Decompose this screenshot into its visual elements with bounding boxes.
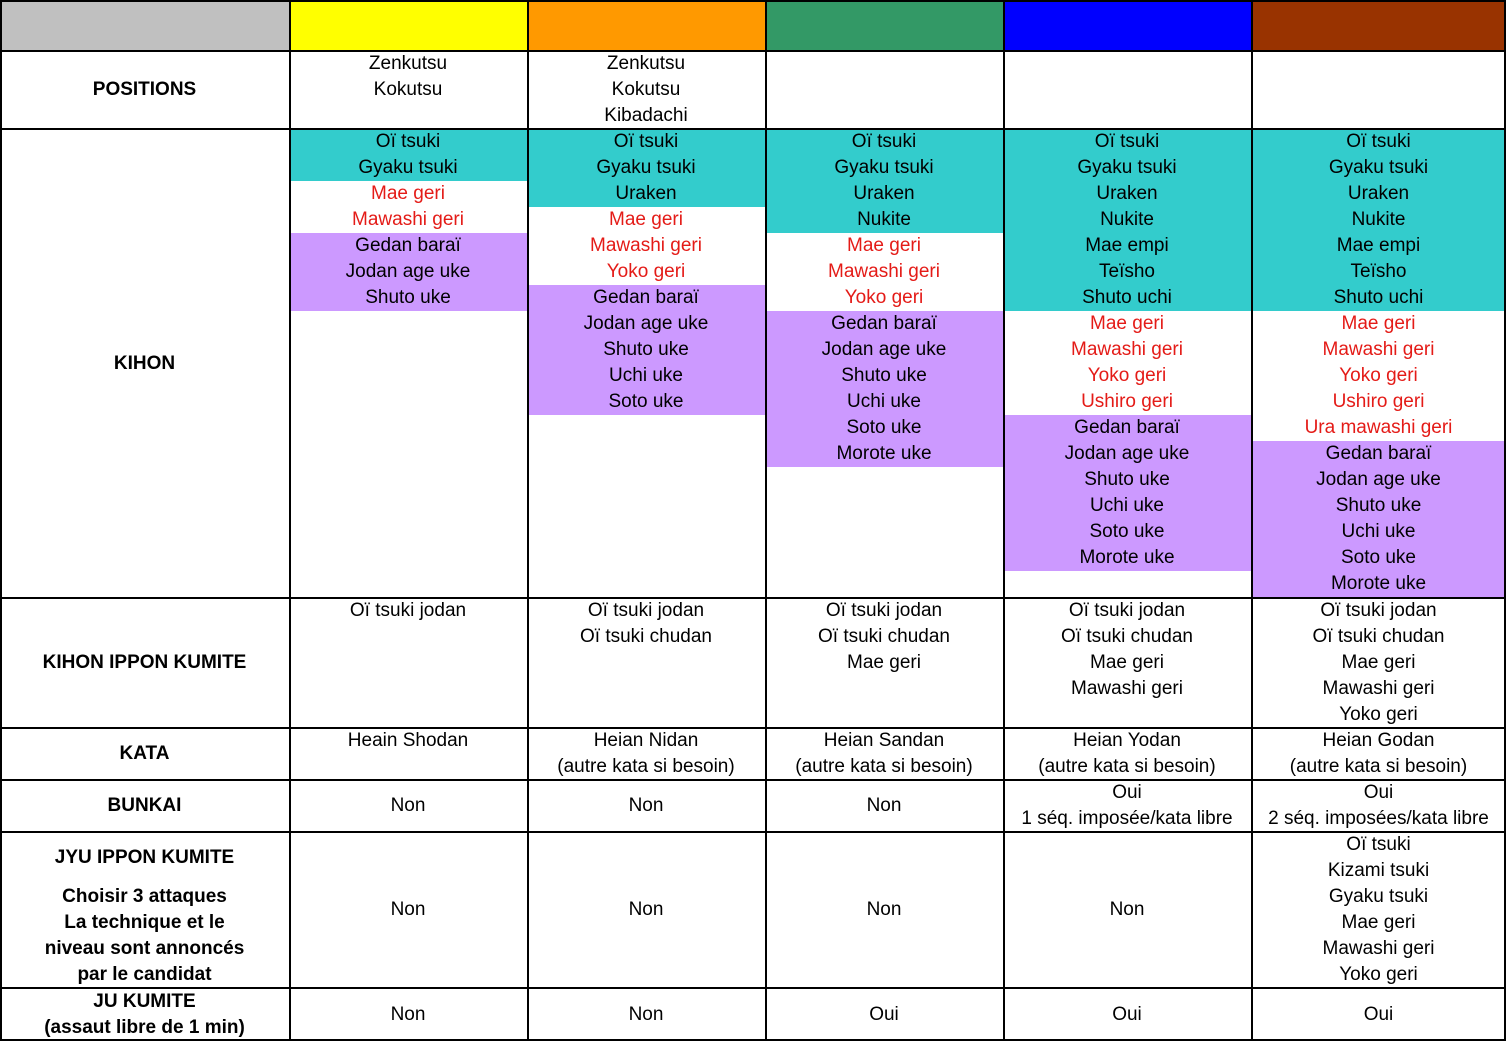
jyu-ippon-kumite-title: JYU IPPON KUMITE [54,847,235,868]
kata-cell [1003,728,1251,780]
strike-technique: Gyaku tsuki [834,157,934,178]
block-technique: Morote uke [1330,573,1427,594]
grid-line-horizontal [0,597,1506,599]
kihon-ippon-kumite-cell [1251,598,1506,728]
kumite-attack: Oï tsuki chudan [817,626,951,647]
block-technique: Shuto uke [1084,469,1170,490]
block-technique: Shuto uke [365,287,451,308]
row-label-ju-kumite [0,988,289,1041]
kick-technique: Mawashi geri [352,209,464,230]
block-technique: Uchi uke [609,365,683,386]
strike-technique: Oï tsuki [375,131,441,152]
bunkai-value: 1 séq. imposée/kata libre [1021,808,1233,829]
block-technique: Soto uke [1341,547,1416,568]
block-technique: Jodan age uke [1316,469,1441,490]
block-technique: Shuto uke [603,339,689,360]
kick-technique: Mae geri [1341,313,1416,334]
kata-name: Heian Godan [1322,730,1435,751]
kick-technique: Mawashi geri [1071,339,1183,360]
jyu-ippon-value: Non [1109,899,1145,920]
position-item: Kokutsu [373,79,443,100]
bunkai-value: Non [390,795,426,816]
block-technique: Gedan baraï [355,235,461,256]
row-label-bunkai-text: BUNKAI [107,795,182,816]
positions-cell [527,51,765,129]
jyu-ippon-kumite-note: niveau sont annoncés [44,938,245,959]
block-technique: Jodan age uke [821,339,947,360]
kata-name: (autre kata si besoin) [557,756,735,777]
kumite-attack: Mae geri [1341,652,1416,673]
jyu-ippon-kumite-note: par le candidat [77,964,212,985]
header-blank [0,0,289,51]
position-item: Zenkutsu [606,53,686,74]
ju-kumite-value: Oui [1112,1004,1142,1025]
kumite-attack: Oï tsuki chudan [1312,626,1445,647]
jyu-ippon-value: Mae geri [1341,912,1416,933]
block-technique: Gedan baraï [593,287,699,308]
position-item: Kokutsu [611,79,681,100]
bunkai-cell [1251,780,1506,832]
row-label-jyu-ippon-kumite [0,832,289,988]
blue-belt-header [1003,0,1251,51]
grid-line-vertical [527,0,529,1041]
positions-cell [765,51,1003,129]
strike-technique: Shuto uchi [1333,287,1424,308]
kick-technique: Mawashi geri [590,235,702,256]
strike-technique: Teïsho [1350,261,1407,282]
kick-technique: Ura mawashi geri [1304,417,1453,438]
strike-technique: Oï tsuki [1346,131,1411,152]
ju-kumite-value: Non [628,1004,664,1025]
strike-technique: Shuto uchi [1082,287,1172,308]
strike-technique: Oï tsuki [851,131,917,152]
kick-technique: Mawashi geri [1322,339,1435,360]
jyu-ippon-value: Yoko geri [1339,964,1418,985]
kumite-attack: Mae geri [1090,652,1164,673]
kata-name: Heian Nidan [593,730,699,751]
kick-technique: Mae geri [609,209,683,230]
positions-cell [1251,51,1506,129]
jyu-ippon-kumite-note: La technique et le [64,912,225,933]
strike-technique: Teïsho [1099,261,1155,282]
row-label-kihon [0,129,289,598]
row-label-kihon-ippon-kumite [0,598,289,728]
ju-kumite-cell [1003,988,1251,1041]
grid-line-horizontal [0,128,1506,130]
row-label-kihon-text: KIHON [113,353,176,374]
jyu-ippon-value: Kizami tsuki [1327,860,1430,881]
block-technique: Uchi uke [847,391,921,412]
kumite-attack: Oï tsuki chudan [1060,626,1194,647]
strike-technique: Gyaku tsuki [358,157,458,178]
kata-cell [527,728,765,780]
grid-line-horizontal [0,779,1506,781]
strike-technique: Nukite [1351,209,1406,230]
row-label-ju-kumite-text: (assaut libre de 1 min) [44,1017,245,1038]
strike-technique: Nukite [1100,209,1154,230]
strike-technique: Mae empi [1085,235,1169,256]
bunkai-value: Oui [1363,782,1394,803]
block-technique: Soto uke [1089,521,1165,542]
kihon-ippon-kumite-cell [527,598,765,728]
row-label-kihon-ippon-kumite-text: KIHON IPPON KUMITE [42,652,247,673]
kick-technique: Mae geri [847,235,921,256]
kihon-cell [1251,129,1506,598]
block-technique: Jodan age uke [1064,443,1190,464]
block-technique: Gedan baraï [1074,417,1180,438]
kick-technique: Ushiro geri [1332,391,1425,412]
grid-line-vertical [765,0,767,1041]
block-technique: Shuto uke [841,365,927,386]
kata-name: Heian Sandan [823,730,945,751]
block-technique: Jodan age uke [583,313,709,334]
kihon-cell [289,129,527,598]
orange-belt-header [527,0,765,51]
ju-kumite-value: Oui [869,1004,899,1025]
strike-technique: Mae empi [1336,235,1421,256]
grid-line-vertical [1003,0,1005,1041]
row-label-kata [0,728,289,780]
bunkai-value: Oui [1112,782,1142,803]
position-item: Zenkutsu [368,53,448,74]
row-label-kata-text: KATA [119,743,170,764]
strike-technique: Uraken [1347,183,1410,204]
ju-kumite-cell [765,988,1003,1041]
bunkai-cell [289,780,527,832]
kata-name: Heain Shodan [347,730,469,751]
ju-kumite-cell [527,988,765,1041]
jyu-ippon-kumite-cell [765,832,1003,988]
kumite-attack: Oï tsuki jodan [1320,600,1437,621]
bunkai-value: 2 séq. imposées/kata libre [1268,808,1489,829]
grid-line-horizontal [0,831,1506,833]
ju-kumite-value: Non [390,1004,426,1025]
green-belt-header [765,0,1003,51]
jyu-ippon-kumite-cell [289,832,527,988]
kihon-ippon-kumite-cell [1003,598,1251,728]
kata-name: (autre kata si besoin) [1038,756,1216,777]
kumite-attack: Mawashi geri [1071,678,1183,699]
jyu-ippon-value: Oï tsuki [1346,834,1411,855]
position-item: Kibadachi [604,105,688,126]
block-technique: Gedan baraï [831,313,937,334]
block-technique: Uchi uke [1090,495,1164,516]
row-label-positions-text: POSITIONS [92,79,197,100]
jyu-ippon-kumite-cell [1251,832,1506,988]
block-technique: Shuto uke [1335,495,1422,516]
kihon-cell [765,129,1003,598]
block-technique: Soto uke [846,417,922,438]
bunkai-cell [1003,780,1251,832]
kumite-attack: Mawashi geri [1322,678,1435,699]
kick-technique: Yoko geri [1087,365,1167,386]
jyu-ippon-kumite-cell [527,832,765,988]
jyu-ippon-kumite-cell [1003,832,1251,988]
block-technique: Morote uke [836,443,932,464]
strike-technique: Gyaku tsuki [1077,157,1177,178]
jyu-ippon-value: Non [390,899,426,920]
row-label-ju-kumite-text: JU KUMITE [93,991,196,1012]
positions-cell [1003,51,1251,129]
kumite-attack: Oï tsuki jodan [1068,600,1186,621]
strike-technique: Uraken [1096,183,1158,204]
jyu-ippon-value: Gyaku tsuki [1328,886,1429,907]
strike-technique: Uraken [615,183,677,204]
kumite-attack: Oï tsuki jodan [349,600,467,621]
ju-kumite-cell [289,988,527,1041]
kihon-ippon-kumite-cell [765,598,1003,728]
kick-technique: Yoko geri [844,287,924,308]
kumite-attack: Oï tsuki jodan [825,600,943,621]
bunkai-value: Non [628,795,664,816]
strike-technique: Gyaku tsuki [596,157,696,178]
grid-line-vertical [289,0,291,1041]
strike-technique: Oï tsuki [1094,131,1160,152]
ju-kumite-cell [1251,988,1506,1041]
jyu-ippon-kumite-note: Choisir 3 attaques [62,886,227,907]
grid-line-horizontal [0,987,1506,989]
block-technique: Gedan baraï [1325,443,1432,464]
brown-belt-header [1251,0,1506,51]
kihon-ippon-kumite-cell [289,598,527,728]
strike-technique: Nukite [857,209,911,230]
kick-technique: Mae geri [1090,313,1164,334]
kumite-attack: Mae geri [847,652,921,673]
block-technique: Uchi uke [1341,521,1416,542]
row-label-positions [0,51,289,129]
kumite-attack: Oï tsuki chudan [579,626,713,647]
block-technique: Soto uke [608,391,684,412]
grid-line-vertical [1251,0,1253,1041]
strike-technique: Gyaku tsuki [1328,157,1429,178]
grid-line-vertical [0,0,2,1041]
kata-name: Heian Yodan [1073,730,1181,751]
kick-technique: Mae geri [371,183,445,204]
kick-technique: Yoko geri [606,261,686,282]
grid-line-horizontal [0,727,1506,729]
kata-name: (autre kata si besoin) [1289,756,1468,777]
row-label-bunkai [0,780,289,832]
block-technique: Jodan age uke [345,261,471,282]
strike-technique: Oï tsuki [613,131,679,152]
kata-cell [1251,728,1506,780]
kumite-attack: Oï tsuki jodan [587,600,705,621]
strike-technique: Uraken [853,183,915,204]
ju-kumite-value: Oui [1363,1004,1394,1025]
bunkai-cell [527,780,765,832]
jyu-ippon-value: Non [628,899,664,920]
grid-line-horizontal [0,50,1506,52]
kata-name: (autre kata si besoin) [795,756,973,777]
kumite-attack: Yoko geri [1339,704,1418,725]
bunkai-cell [765,780,1003,832]
kick-technique: Mawashi geri [828,261,940,282]
block-technique: Morote uke [1079,547,1175,568]
jyu-ippon-value: Non [866,899,902,920]
kick-technique: Yoko geri [1339,365,1418,386]
kata-cell [765,728,1003,780]
kick-technique: Ushiro geri [1081,391,1173,412]
positions-cell [289,51,527,129]
grid-line-horizontal [0,0,1506,2]
kihon-cell [1003,129,1251,598]
kihon-cell [527,129,765,598]
kata-cell [289,728,527,780]
yellow-belt-header [289,0,527,51]
jyu-ippon-value: Mawashi geri [1322,938,1435,959]
bunkai-value: Non [866,795,902,816]
